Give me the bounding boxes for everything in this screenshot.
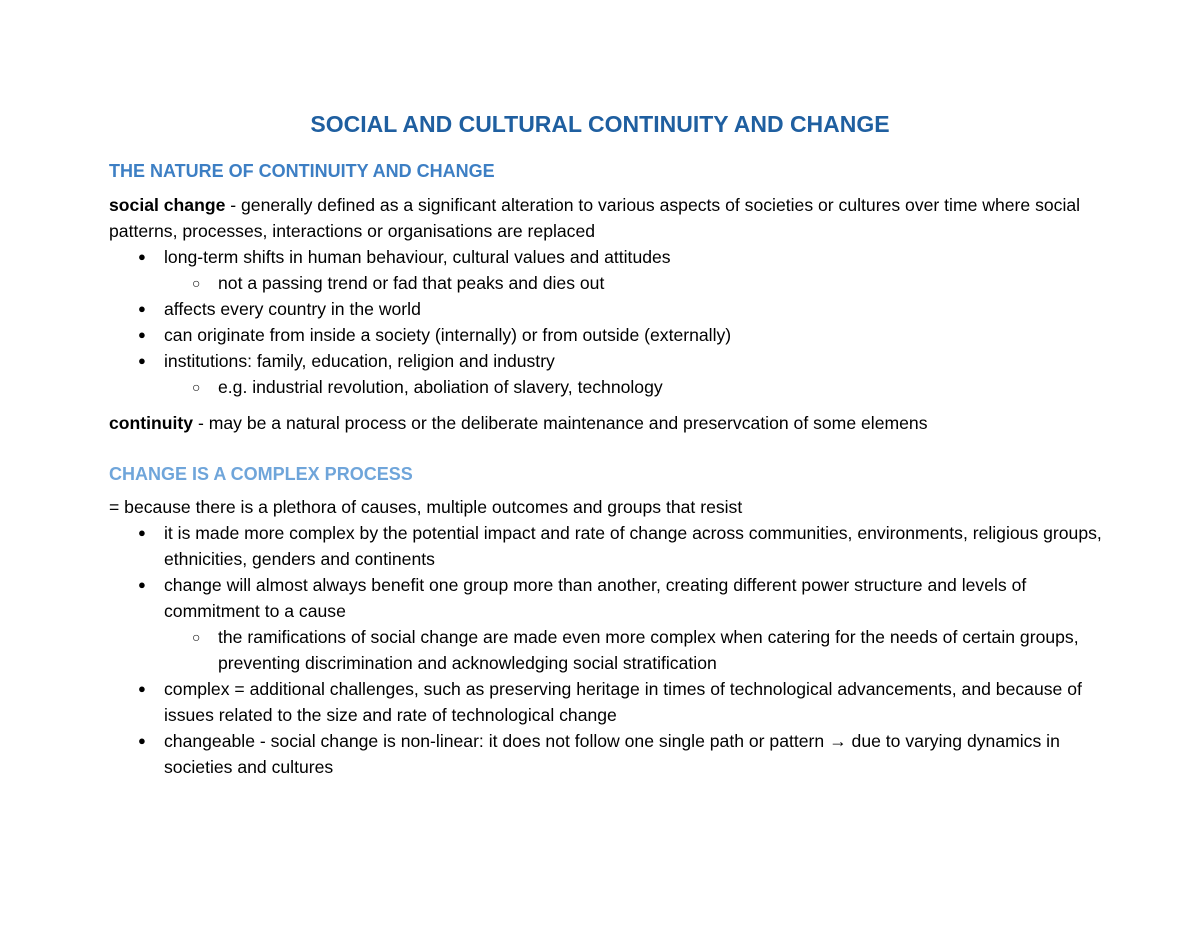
list-item — [109, 520, 1104, 572]
bullet-dot-icon: ● — [138, 301, 146, 316]
document-title: SOCIAL AND CULTURAL CONTINUITY AND CHANGE — [310, 111, 890, 137]
list-item — [109, 374, 1098, 400]
list-item-text: e.g. industrial revolution, aboliation of slavery, technology — [218, 377, 663, 397]
bullet-dot-icon: ● — [138, 577, 146, 592]
social-change-definition-text: - generally defined as a significant alteration to various aspects of societies or cultures over time where social patterns, processes, interactions or organisations are replaced — [109, 195, 1081, 241]
list-item-text: change will almost always benefit one group more than another, creating different power structure and levels of commitment to a cause — [164, 575, 1027, 621]
list-item — [109, 296, 1104, 322]
list-item-text: it is made more complex by the potential impact and rate of change across communities, environments, religious groups, ethnicities, genders and continents — [164, 523, 1102, 569]
term-continuity: continuity — [109, 413, 194, 433]
list-item — [109, 244, 1104, 270]
list-item — [109, 322, 1104, 348]
continuity-definition-text: - may be a natural process or the deliberate maintenance and preservcation of some elemens — [193, 413, 928, 433]
social-change-definition — [109, 192, 1099, 244]
list-item — [109, 728, 1104, 780]
list-item-text: long-term shifts in human behaviour, cultural values and attitudes — [164, 247, 671, 267]
list-item-text: changeable - social change is non-linear: it does not follow one single path or pattern → due to varying dynamics in societies and cultures — [164, 731, 1060, 777]
continuity-definition — [109, 410, 1099, 436]
complex-process-intro: = because there is a plethora of causes, multiple outcomes and groups that resist — [109, 497, 743, 517]
bullet-dot-icon: ● — [138, 525, 146, 540]
section-heading-complex-process: CHANGE IS A COMPLEX PROCESS — [109, 464, 413, 484]
bullet-dot-icon: ● — [138, 353, 146, 368]
list-item — [109, 676, 1104, 728]
list-item-text: complex = additional challenges, such as preserving heritage in times of technological advancements, and because of issues related to the size and rate of technological change — [164, 679, 1082, 725]
term-social-change: social change — [109, 195, 226, 215]
list-item — [109, 348, 1104, 374]
bullet-dot-icon: ● — [138, 733, 146, 748]
bullet-dot-icon: ● — [138, 249, 146, 264]
list-item — [109, 270, 1098, 296]
list-item — [109, 572, 1104, 624]
section-heading-nature: THE NATURE OF CONTINUITY AND CHANGE — [109, 161, 495, 181]
list-item — [109, 624, 1098, 676]
complex-process-bullet-list — [109, 520, 1104, 780]
bullet-circle-icon: ○ — [192, 629, 201, 645]
list-item-text: the ramifications of social change are made even more complex when catering for the needs of certain groups, preventing discrimination and acknowledging social stratification — [218, 627, 1079, 673]
list-item-text: not a passing trend or fad that peaks and dies out — [218, 273, 605, 293]
social-change-bullet-list — [109, 244, 1104, 400]
bullet-circle-icon: ○ — [192, 379, 201, 395]
list-item-text: institutions: family, education, religion and industry — [164, 351, 555, 371]
bullet-dot-icon: ● — [138, 327, 146, 342]
list-item-text: can originate from inside a society (internally) or from outside (externally) — [164, 325, 732, 345]
bullet-dot-icon: ● — [138, 681, 146, 696]
list-item-text: affects every country in the world — [164, 299, 421, 319]
bullet-circle-icon: ○ — [192, 275, 201, 291]
